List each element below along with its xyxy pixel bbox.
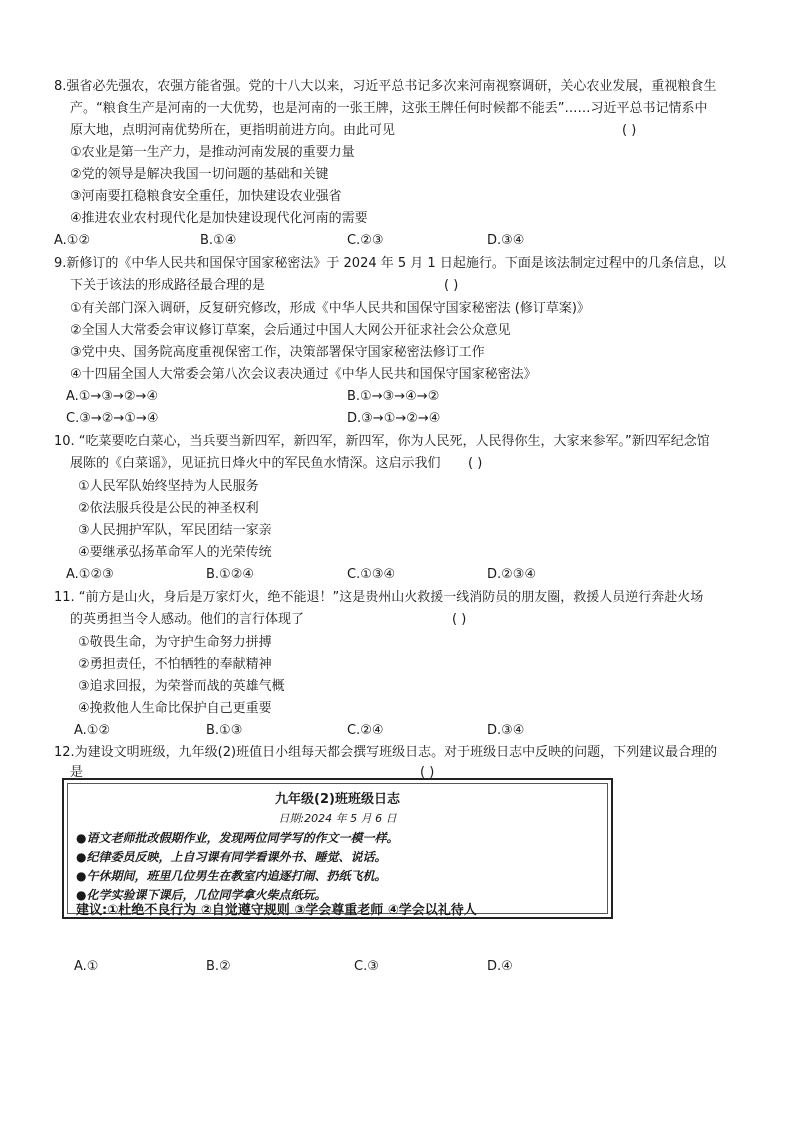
q10-statement-2: ②依法服兵役是公民的神圣权利	[78, 501, 259, 516]
q9-choice-c: C.③→②→①→④	[66, 411, 159, 426]
q11-choice-a: A.①②	[74, 723, 111, 738]
q10-statement-4: ④要继承弘扬革命军人的光荣传统	[78, 545, 272, 560]
q12-line-1: 12.为建设文明班级，九年级(2)班值日小组每天都会撰写班级日志。对于班级日志中反映的问题，下列建议最合理的	[54, 745, 718, 760]
q12-choice-d: D.④	[487, 959, 513, 974]
q12-line-2: 是	[70, 765, 84, 780]
q11-statement-2: ②勇担责任，不怕牺牲的奉献精神	[78, 657, 272, 672]
q9-line-2: 下关于该法的形成路径最合理的是	[70, 278, 266, 293]
q9-statement-4: ④十四届全国人大常委会第八次会议表决通过《中华人民共和国保守国家秘密法》	[70, 367, 537, 382]
q8-choice-a: A.①②	[54, 233, 91, 248]
q10-statement-3: ③人民拥护军队，军民团结一家亲	[78, 523, 272, 538]
q11-line-1: 11. “前方是山火，身后是万家灯火，绝不能退！”这是贵州山火救援一线消防员的朋友圈，救援人员逆行奔赴火场	[54, 590, 704, 605]
class-log-item-3: ●午休期间，班里几位男生在教室内追逐打闹、扔纸飞机。	[76, 869, 387, 883]
q11-choice-c: C.②④	[347, 723, 384, 738]
q11-choice-d: D.③④	[487, 723, 525, 738]
q8-statement-2: ②党的领导是解决我国一切问题的基础和关键	[70, 167, 329, 182]
q11-line-2: 的英勇担当令人感动。他们的言行体现了	[70, 612, 305, 627]
q8-choice-c: C.②③	[347, 233, 384, 248]
q8-statement-4: ④推进农业农村现代化是加快建设现代化河南的需要	[70, 211, 368, 226]
class-log-item-1: ●语文老师批改假期作业，发现两位同学写的作文一模一样。	[76, 831, 399, 845]
q9-statement-1: ①有关部门深入调研，反复研究修改，形成《中华人民共和国保守国家秘密法 (修订草案)》	[70, 301, 590, 316]
q11-answer-paren: ( )	[452, 612, 467, 627]
class-log-suggestion: 建议:①杜绝不良行为 ②自觉遵守规则 ③学会尊重老师 ④学会以礼待人	[76, 903, 477, 918]
q12-answer-paren: ( )	[420, 765, 435, 780]
q10-statement-1: ①人民军队始终坚持为人民服务	[78, 479, 259, 494]
class-log-inner-border	[67, 783, 608, 918]
class-log-date: 日期:2024 年 5 月 6 日	[278, 812, 397, 825]
class-log-item-4: ●化学实验课下课后，几位同学拿火柴点纸玩。	[76, 888, 327, 902]
q8-answer-paren: ( )	[622, 123, 637, 138]
q12-choice-c: C.③	[354, 959, 379, 974]
q10-line-2: 展陈的《白菜谣》，见证抗日烽火中的军民鱼水情深。这启示我们	[70, 456, 441, 471]
q9-line-1: 9.新修订的《中华人民共和国保守国家秘密法》于 2024 年 5 月 1 日起施行。下面是该法制定过程中的几条信息，以	[54, 256, 726, 271]
q9-choice-d: D.③→①→②→④	[347, 411, 441, 426]
q8-choice-b: B.①④	[200, 233, 237, 248]
class-log-item-2: ●纪律委员反映，上自习课有同学看课外书、睡觉、说话。	[76, 850, 387, 864]
q12-choice-b: B.②	[206, 959, 231, 974]
q9-statement-2: ②全国人大常委会审议修订草案，会后通过中国人大网公开征求社会公众意见	[70, 323, 511, 338]
q8-line-1: 8.强省必先强农，农强方能省强。党的十八大以来，习近平总书记多次来河南视察调研，关心农业发展，重视粮食生	[54, 79, 717, 94]
q11-statement-4: ④挽救他人生命比保护自己更重要	[78, 701, 272, 716]
q8-line-2: 产。“粮食生产是河南的一大优势，也是河南的一张王牌，这张王牌任何时候都不能丢”……习近平总书记情系中	[70, 101, 708, 116]
q11-statement-3: ③追求回报，为荣誉而战的英雄气概	[78, 679, 285, 694]
q11-statement-1: ①敬畏生命，为守护生命努力拼搏	[78, 635, 272, 650]
q10-answer-paren: ( )	[468, 456, 483, 471]
q10-line-1: 10. “吃菜要吃白菜心，当兵要当新四军，新四军，新四军，你为人民死，人民得你生，大家来参军。”新四军纪念馆	[54, 434, 710, 449]
q8-statement-1: ①农业是第一生产力，是推动河南发展的重要力量	[70, 145, 355, 160]
q12-choice-a: A.①	[74, 959, 99, 974]
q8-line-3: 原大地，点明河南优势所在，更指明前进方向。由此可见	[70, 123, 396, 138]
q8-statement-3: ③河南要扛稳粮食安全重任，加快建设农业强省	[70, 189, 342, 204]
class-log-box	[62, 778, 613, 919]
q10-choice-b: B.①②④	[206, 567, 255, 582]
q10-choice-c: C.①③④	[347, 567, 396, 582]
q9-statement-3: ③党中央、国务院高度重视保密工作，决策部署保守国家秘密法修订工作	[70, 345, 485, 360]
class-log-title: 九年级(2)班班级日志	[275, 792, 400, 807]
q9-choice-b: B.①→③→④→②	[347, 389, 440, 404]
q9-answer-paren: ( )	[444, 278, 459, 293]
q11-choice-b: B.①③	[206, 723, 243, 738]
q10-choice-d: D.②③④	[487, 567, 537, 582]
q10-choice-a: A.①②③	[66, 567, 114, 582]
q8-choice-d: D.③④	[487, 233, 525, 248]
q9-choice-a: A.①→③→②→④	[66, 389, 159, 404]
